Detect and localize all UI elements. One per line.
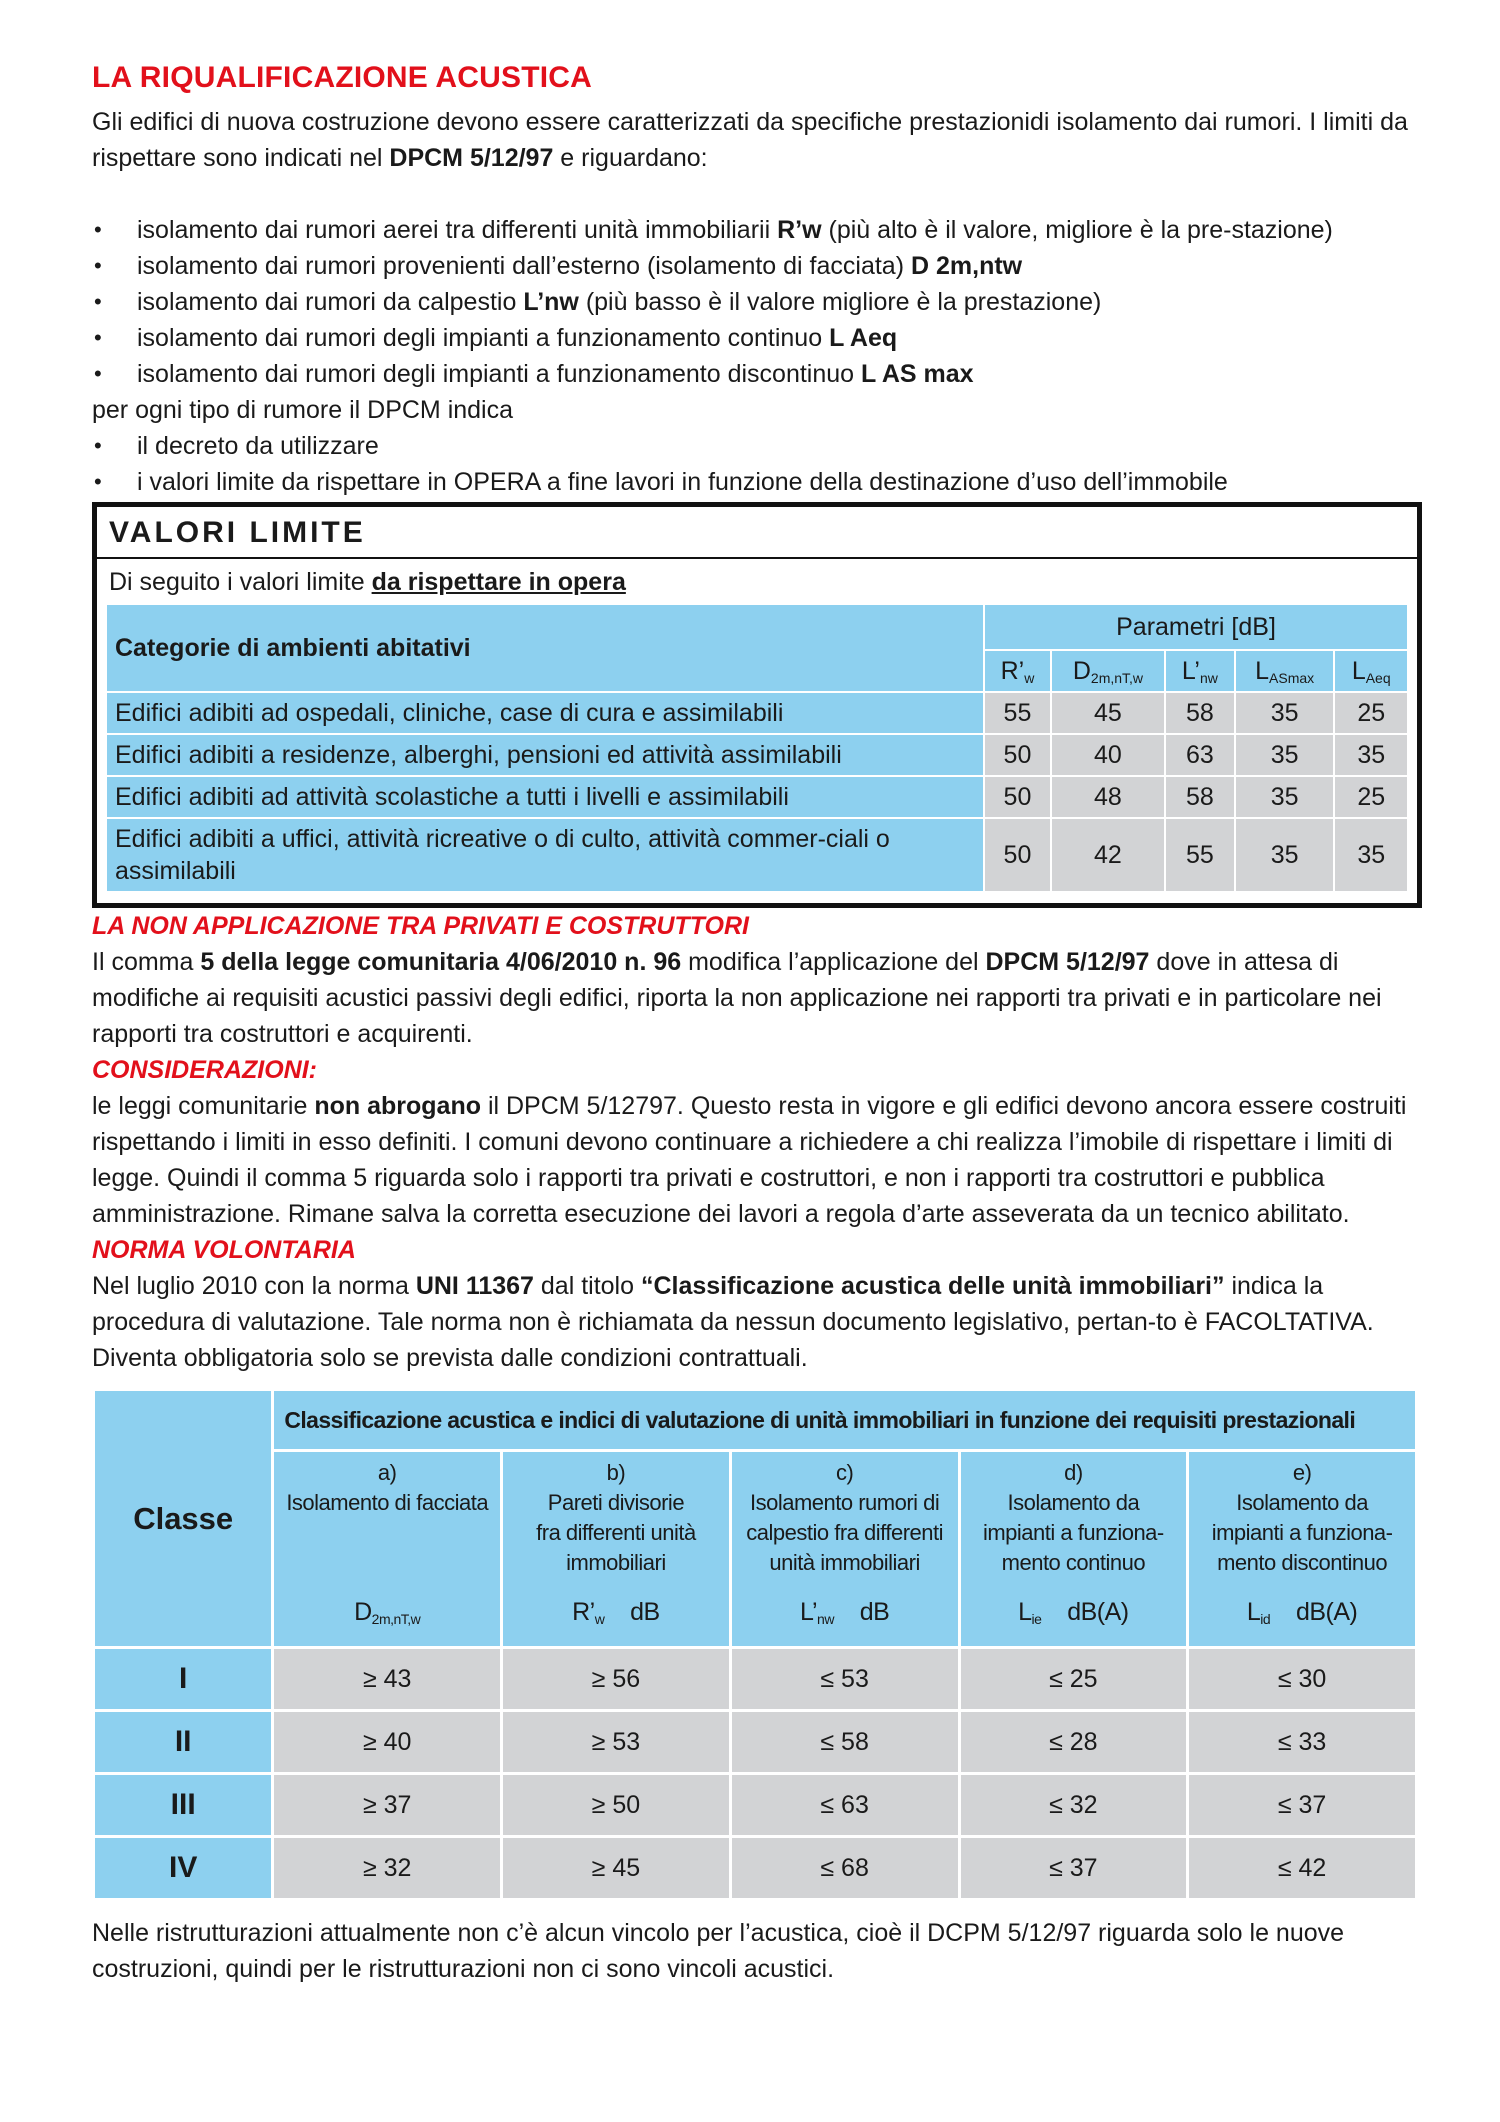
value-cell: 25 (1334, 776, 1408, 818)
symbol-cell: $R’_w$ (984, 650, 1051, 692)
value-cell: ≤ 68 (730, 1837, 959, 1900)
value-cell: ≥ 32 (273, 1837, 502, 1900)
value-cell: ≤ 33 (1188, 1711, 1417, 1774)
section-paragraph: le leggi comunitarie non abrogano il DPCM 5/12797. Questo resta in vigore e gli edifici devono ancora essere costruiti rispettando i limiti in esso definiti. I comuni devono continuare a richiedere a chi realizza l’imobile di rispettare i limiti di legge. Quindi il comma 5 riguarda solo i rapporti tra privati e costruttori, e non i rapporti tra costruttori e pubblica amministrazione. Rimane salva la corretta esecuzione dei lavori a regola d’arte asseverata da un tecnico abilitato. (92, 1092, 1407, 1228)
table-row (106, 818, 1408, 892)
classe-header: Classe (94, 1390, 273, 1648)
table-row (106, 692, 1408, 734)
value-cell: ≥ 53 (502, 1711, 731, 1774)
classe-cell: III (94, 1774, 273, 1837)
column-header: e) Isolamento da impianti a funziona- mento discontinuo $L_{id}$ dB(A) (1188, 1451, 1417, 1648)
category-cell: Edifici adibiti ad ospedali, cliniche, case di cura e assimilabili (106, 692, 984, 734)
dpcm-list (92, 428, 1422, 500)
value-cell: 40 (1051, 734, 1165, 776)
column-header: a) Isolamento di facciata $D_{2m,nT,w}$ (273, 1451, 502, 1648)
classe-cell: II (94, 1711, 273, 1774)
symbol-cell: $L’_{nw}$ (1165, 650, 1235, 692)
value-cell: ≤ 28 (959, 1711, 1188, 1774)
value-cell: 35 (1235, 776, 1335, 818)
value-cell: 35 (1235, 818, 1335, 892)
symbol-cell: $L_{Aeq}$ (1334, 650, 1408, 692)
column-header: b) Pareti divisorie fra differenti unità immobiliari $R’_w$ dB (502, 1451, 731, 1648)
value-cell: 35 (1235, 692, 1335, 734)
intro-text-end: e riguardano: (553, 144, 708, 172)
column-header: c) Isolamento rumori di calpestio fra differenti unità immobiliari $L’_{nw}$ dB (730, 1451, 959, 1648)
table-row (106, 776, 1408, 818)
list-item: • isolamento dai rumori aerei tra differenti unità immobiliarii R’w (più alto è il valore, migliore è la pre-stazione) (92, 212, 1422, 248)
value-cell: ≤ 63 (730, 1774, 959, 1837)
value-cell: 45 (1051, 692, 1165, 734)
list-item: • i valori limite da rispettare in OPERA a fine lavori in funzione della destinazione d’uso dell’immobile (92, 464, 1422, 500)
valori-limite-box (92, 502, 1422, 908)
value-cell: 63 (1165, 734, 1235, 776)
value-cell: ≤ 42 (1188, 1837, 1417, 1900)
limits-list (92, 212, 1422, 392)
value-cell: ≥ 50 (502, 1774, 731, 1837)
symbol-cell: $D_{2m,nT,w}$ (1051, 650, 1165, 692)
table-row (94, 1837, 1417, 1900)
symbol-cell: $L_{ASmax}$ (1235, 650, 1335, 692)
category-cell: Edifici adibiti ad attività scolastiche a tutti i livelli e assimilabili (106, 776, 984, 818)
value-cell: 50 (984, 734, 1051, 776)
table-row (94, 1648, 1417, 1711)
value-cell: ≥ 40 (273, 1711, 502, 1774)
spacer (92, 176, 1422, 212)
parameters-header: Parametri [dB] (984, 604, 1408, 650)
value-cell: ≤ 25 (959, 1648, 1188, 1711)
value-cell: 50 (984, 818, 1051, 892)
value-cell: ≤ 58 (730, 1711, 959, 1774)
column-header: d) Isolamento da impianti a funziona- mento continuo $L_{ie}$ dB(A) (959, 1451, 1188, 1648)
dpcm-line: per ogni tipo di rumore il DPCM indica (92, 396, 514, 424)
classification-table (92, 1388, 1418, 1901)
list-item: • isolamento dai rumori degli impianti a funzionamento continuo L Aeq (92, 320, 1422, 356)
value-cell: 55 (984, 692, 1051, 734)
value-cell: 35 (1334, 734, 1408, 776)
table-row (94, 1711, 1417, 1774)
section-heading-considerazioni: CONSIDERAZIONI: (92, 1056, 317, 1084)
value-cell: 48 (1051, 776, 1165, 818)
document-page (92, 58, 1422, 1987)
table-row (94, 1774, 1417, 1837)
valori-limite-table (105, 603, 1409, 893)
intro-bold: DPCM 5/12/97 (389, 144, 554, 172)
value-cell: ≥ 56 (502, 1648, 731, 1711)
page-title: LA RIQUALIFICAZIONE ACUSTICA (92, 61, 593, 94)
table-row (106, 734, 1408, 776)
list-item: • isolamento dai rumori da calpestio L’nw (più basso è il valore migliore è la prestazione) (92, 284, 1422, 320)
value-cell: 35 (1334, 818, 1408, 892)
list-item: • isolamento dai rumori degli impianti a funzionamento discontinuo L AS max (92, 356, 1422, 392)
value-cell: ≤ 32 (959, 1774, 1188, 1837)
value-cell: ≤ 37 (959, 1837, 1188, 1900)
footer-paragraph: Nelle ristrutturazioni attualmente non c’è alcun vincolo per l’acustica, cioè il DCPM 5/12/97 riguarda solo le nuove costruzioni, quindi per le ristrutturazioni non ci sono vincoli acustici. (92, 1919, 1345, 1983)
value-cell: 42 (1051, 818, 1165, 892)
value-cell: ≥ 37 (273, 1774, 502, 1837)
section-heading-norma-volontaria: NORMA VOLONTARIA (92, 1236, 356, 1264)
classification-title: Classificazione acustica e indici di valutazione di unità immobiliari in funzione dei requisiti prestazionali (273, 1390, 1417, 1451)
classe-cell: I (94, 1648, 273, 1711)
section-heading-non-applicazione: LA NON APPLICAZIONE TRA PRIVATI E COSTRUTTORI (92, 912, 749, 940)
category-cell: Edifici adibiti a residenze, alberghi, pensioni ed attività assimilabili (106, 734, 984, 776)
value-cell: 25 (1334, 692, 1408, 734)
value-cell: 55 (1165, 818, 1235, 892)
section-paragraph: Nel luglio 2010 con la norma UNI 11367 dal titolo “Classificazione acustica delle unità immobiliari” indica la procedura di valutazione. Tale norma non è richiamata da nessun documento legislativo, pertan-to è FACOLTATIVA. Diventa obbligatoria solo se prevista dalle condizioni contrattuali. (92, 1272, 1374, 1372)
value-cell: ≤ 30 (1188, 1648, 1417, 1711)
intro-paragraph (92, 104, 1422, 176)
list-item: • isolamento dai rumori provenienti dall’esterno (isolamento di facciata) D 2m,ntw (92, 248, 1422, 284)
category-cell: Edifici adibiti a uffici, attività ricreative o di culto, attività commer-ciali o assimilabili (106, 818, 984, 892)
valori-limite-subtitle: Di seguito i valori limite da rispettare in opera (109, 568, 626, 596)
valori-limite-title: VALORI LIMITE (97, 513, 1417, 559)
value-cell: ≥ 45 (502, 1837, 731, 1900)
list-item: • il decreto da utilizzare (92, 428, 1422, 464)
value-cell: 35 (1235, 734, 1335, 776)
value-cell: 58 (1165, 776, 1235, 818)
section-paragraph: Il comma 5 della legge comunitaria 4/06/2010 n. 96 modifica l’applicazione del DPCM 5/12/97 dove in attesa di modifiche ai requisiti acustici passivi degli edifici, riporta la non applicazione nei rapporti tra privati e in particolare nei rapporti tra costruttori e acquirenti. (92, 948, 1382, 1048)
classe-cell: IV (94, 1837, 273, 1900)
value-cell: 50 (984, 776, 1051, 818)
value-cell: ≥ 43 (273, 1648, 502, 1711)
category-header: Categorie di ambienti abitativi (106, 604, 984, 692)
value-cell: 58 (1165, 692, 1235, 734)
column-headers-row (94, 1451, 1417, 1648)
value-cell: ≤ 53 (730, 1648, 959, 1711)
intro-text: Gli edifici di nuova costruzione devono essere caratterizzati da specifiche prestazionidi isolamento dai rumori. I limiti da rispettare sono indicati nel (92, 108, 1408, 172)
value-cell: ≤ 37 (1188, 1774, 1417, 1837)
